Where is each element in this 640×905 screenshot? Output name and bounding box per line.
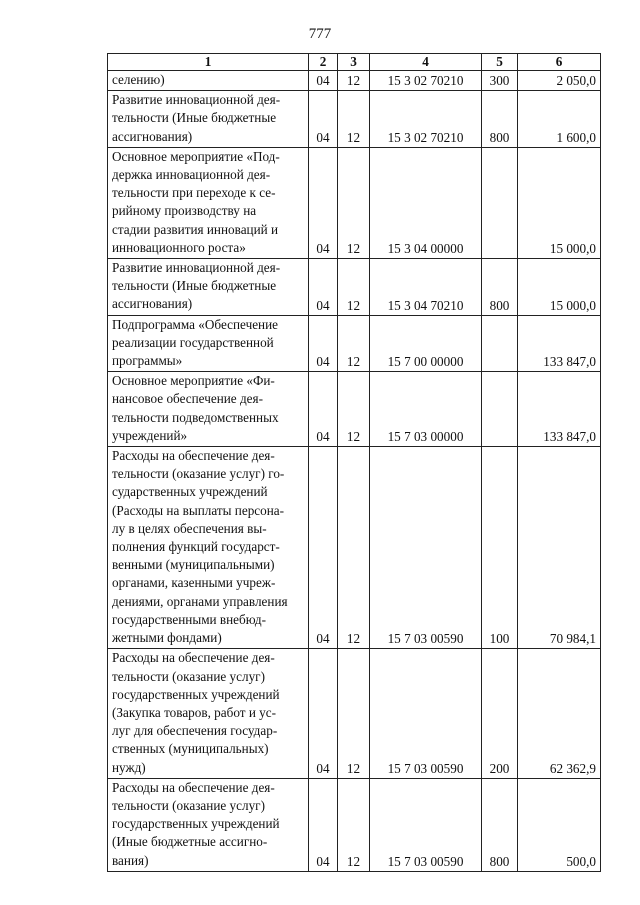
amount-cell: 62 362,9	[518, 649, 601, 778]
section-code-cell: 04	[309, 259, 338, 316]
column-header: 2	[309, 54, 338, 71]
expense-name-line: ассигнования)	[112, 296, 193, 312]
section-code-cell: 04	[309, 315, 338, 372]
expense-name-line: нужд)	[112, 759, 146, 775]
column-header: 4	[370, 54, 482, 71]
table-header-row	[108, 54, 601, 71]
section-code-cell: 04	[309, 649, 338, 778]
expense-name-line: тельности подведомственных	[112, 409, 279, 425]
table-row	[108, 147, 601, 258]
expense-name-line: рийному производству на	[112, 203, 257, 219]
table-row	[108, 649, 601, 778]
expense-name-line: Основное мероприятие «Фи-	[112, 373, 275, 389]
expense-name-line: тельности (оказание услуг)	[112, 668, 265, 684]
expense-name-line: (Иные бюджетные ассигно-	[112, 834, 268, 850]
table-row	[108, 71, 601, 91]
amount-cell: 70 984,1	[518, 447, 601, 649]
table-row	[108, 91, 601, 148]
expense-name-line: тельности при переходе к се-	[112, 185, 276, 201]
subsection-code-cell: 12	[338, 259, 370, 316]
expense-name-line: учреждений»	[112, 427, 188, 443]
expense-type-cell: 100	[482, 447, 518, 649]
table-row	[108, 372, 601, 447]
expense-name-cell	[108, 259, 309, 316]
amount-cell: 2 050,0	[518, 71, 601, 91]
expense-name-line: тельности (оказание услуг)	[112, 797, 265, 813]
column-header: 3	[338, 54, 370, 71]
expense-name-cell	[108, 147, 309, 258]
subsection-code-cell: 12	[338, 372, 370, 447]
expense-name-line: луг для обеспечения государ-	[112, 723, 278, 739]
amount-cell: 133 847,0	[518, 315, 601, 372]
expense-name-cell	[108, 71, 309, 91]
amount-cell: 15 000,0	[518, 259, 601, 316]
expense-name-cell	[108, 649, 309, 778]
subsection-code-cell: 12	[338, 649, 370, 778]
expense-name-line: инновационного роста»	[112, 239, 246, 255]
expense-type-cell: 200	[482, 649, 518, 778]
subsection-code-cell: 12	[338, 147, 370, 258]
section-code-cell: 04	[309, 447, 338, 649]
section-code-cell: 04	[309, 71, 338, 91]
expense-name-line: (Расходы на выплаты персона-	[112, 502, 285, 518]
expense-name-line: тельности (оказание услуг) го-	[112, 466, 285, 482]
expense-name-line: вания)	[112, 852, 149, 868]
target-article-cell: 15 3 04 70210	[370, 259, 482, 316]
expense-name-cell	[108, 91, 309, 148]
section-code-cell: 04	[309, 91, 338, 148]
subsection-code-cell: 12	[338, 91, 370, 148]
expense-type-cell	[482, 315, 518, 372]
target-article-cell: 15 3 02 70210	[370, 71, 482, 91]
expense-name-line: государственных учреждений	[112, 816, 280, 832]
subsection-code-cell: 12	[338, 778, 370, 871]
expense-name-line: (Закупка товаров, работ и ус-	[112, 704, 277, 720]
expense-name-line: дениями, органами управления	[112, 593, 288, 609]
target-article-cell: 15 7 03 00590	[370, 778, 482, 871]
column-header: 6	[518, 54, 601, 71]
subsection-code-cell: 12	[338, 447, 370, 649]
expense-name-cell	[108, 447, 309, 649]
expense-type-cell	[482, 372, 518, 447]
column-header: 5	[482, 54, 518, 71]
expense-name-line: полнения функций государст-	[112, 539, 280, 555]
expense-name-line: ственных (муниципальных)	[112, 741, 269, 757]
expense-name-line: Расходы на обеспечение дея-	[112, 650, 275, 666]
expense-type-cell: 800	[482, 778, 518, 871]
expense-name-line: сударственных учреждений	[112, 484, 268, 500]
amount-cell: 15 000,0	[518, 147, 601, 258]
amount-cell: 133 847,0	[518, 372, 601, 447]
column-header: 1	[108, 54, 309, 71]
expense-name-line: Подпрограмма «Обеспечение	[112, 316, 279, 332]
section-code-cell: 04	[309, 147, 338, 258]
amount-cell: 1 600,0	[518, 91, 601, 148]
expense-name-line: жетными фондами)	[112, 630, 222, 646]
expense-name-line: программы»	[112, 353, 183, 369]
target-article-cell: 15 7 00 00000	[370, 315, 482, 372]
page-number: 777	[308, 26, 332, 42]
amount-cell: 500,0	[518, 778, 601, 871]
expense-name-line: государственных учреждений	[112, 686, 280, 702]
expense-type-cell	[482, 147, 518, 258]
expense-name-line: селению)	[112, 72, 165, 87]
target-article-cell: 15 7 03 00590	[370, 649, 482, 778]
section-code-cell: 04	[309, 372, 338, 447]
target-article-cell: 15 7 03 00000	[370, 372, 482, 447]
expense-name-cell	[108, 372, 309, 447]
expense-name-line: тельности (Иные бюджетные	[112, 110, 277, 126]
subsection-code-cell: 12	[338, 71, 370, 91]
expense-name-line: Расходы на обеспечение дея-	[112, 779, 275, 795]
target-article-cell: 15 7 03 00590	[370, 447, 482, 649]
expense-name-line: ассигнования)	[112, 128, 193, 144]
expense-name-cell	[108, 315, 309, 372]
expense-type-cell: 800	[482, 91, 518, 148]
table-row	[108, 447, 601, 649]
target-article-cell: 15 3 04 00000	[370, 147, 482, 258]
expense-name-line: лу в целях обеспечения вы-	[112, 520, 267, 536]
expense-type-cell: 300	[482, 71, 518, 91]
expense-name-line: венными (муниципальными)	[112, 557, 275, 573]
target-article-cell: 15 3 02 70210	[370, 91, 482, 148]
expense-name-line: держка инновационной дея-	[112, 167, 271, 183]
budget-table	[107, 53, 601, 872]
expense-name-line: Расходы на обеспечение дея-	[112, 448, 275, 464]
table-body	[108, 71, 601, 872]
section-code-cell: 04	[309, 778, 338, 871]
expense-name-line: Развитие инновационной дея-	[112, 92, 281, 108]
expense-name-cell	[108, 778, 309, 871]
expense-name-line: реализации государственной	[112, 334, 274, 350]
expense-name-line: органами, казенными учреж-	[112, 575, 276, 591]
expense-name-line: тельности (Иные бюджетные	[112, 278, 277, 294]
expense-name-line: нансовое обеспечение дея-	[112, 391, 263, 407]
table-row	[108, 315, 601, 372]
expense-name-line: Развитие инновационной дея-	[112, 260, 281, 276]
expense-type-cell: 800	[482, 259, 518, 316]
expense-name-line: стадии развития инноваций и	[112, 221, 279, 237]
subsection-code-cell: 12	[338, 315, 370, 372]
expense-name-line: государственными внебюд-	[112, 611, 267, 627]
table-row	[108, 778, 601, 871]
expense-name-line: Основное мероприятие «Под-	[112, 148, 280, 164]
table-row	[108, 259, 601, 316]
